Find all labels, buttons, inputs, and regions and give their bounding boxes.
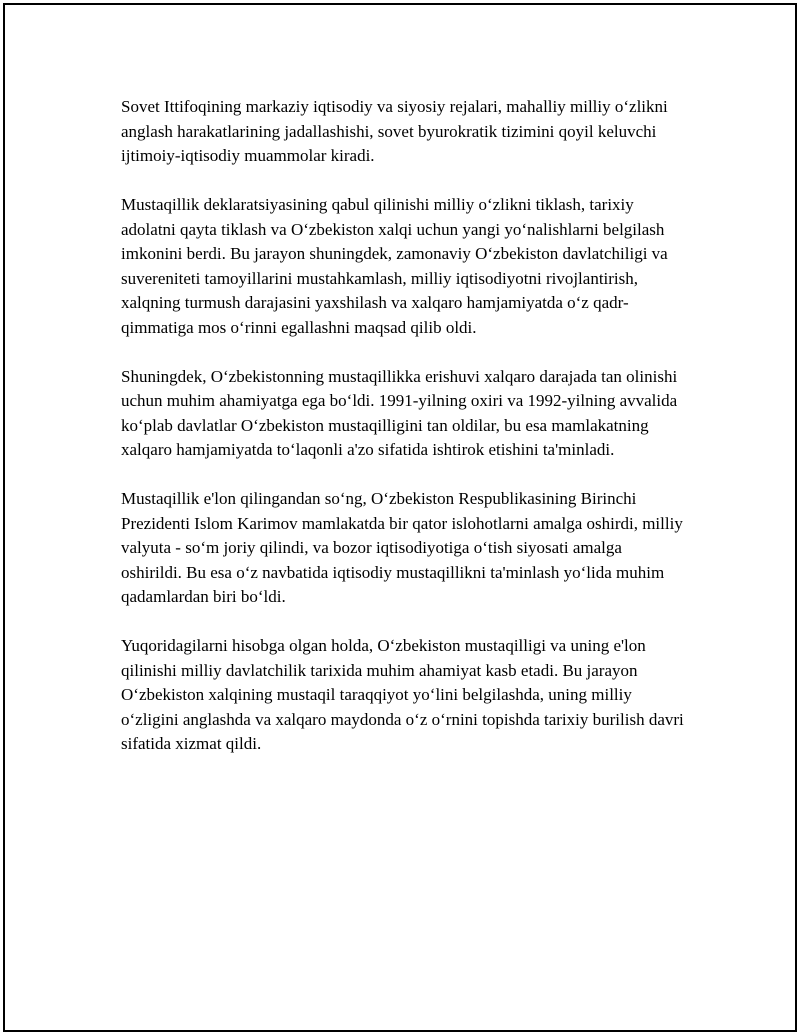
paragraph-1: Sovet Ittifoqining markaziy iqtisodiy va siyosiy rejalari, mahalliy milliy o‘zlikni anglash harakatlarining jadallashishi, sovet byurokratik tizimini qoyil keluvchi ijtimoiy-iqtisodiy muammolar kiradi.: [121, 97, 668, 165]
document-page: [3, 3, 797, 1032]
paragraph-4: Mustaqillik e'lon qilingandan so‘ng, O‘zbekiston Respublikasining Birinchi Prezidenti Islom Karimov mamlakatda bir qator islohotlarni amalga oshirdi, milliy valyuta - so‘m joriy qilindi, va bozor iqtisodiyotiga o‘tish siyosati amalga oshirildi. Bu esa o‘z navbatida iqtisodiy mustaqillikni ta'minlash yo‘lida muhim qadamlardan biri bo‘ldi.: [121, 489, 683, 606]
paragraph-2: Mustaqillik deklaratsiyasining qabul qilinishi milliy o‘zlikni tiklash, tarixiy adolatni qayta tiklash va O‘zbekiston xalqi uchun yangi yo‘nalishlarni belgilash imkonini berdi. Bu jarayon shuningdek, zamonaviy O‘zbekiston davlatchiligi va suvereniteti tamoyillarini mustahkamlash, milliy iqtisodiyotni rivojlantirish, xalqning turmush darajasini yaxshilash va xalqaro hamjamiyatda o‘z qadr-qimmatiga mos o‘rinni egallashni maqsad qilib oldi.: [121, 195, 668, 337]
paragraph-3: Shuningdek, O‘zbekistonning mustaqillikka erishuvi xalqaro darajada tan olinishi uchun muhim ahamiyatga ega bo‘ldi. 1991-yilning oxiri va 1992-yilning avvalida ko‘plab davlatlar O‘zbekiston mustaqilligini tan oldilar, bu esa mamlakatning xalqaro hamjamiyatda to‘laqonli a'zo sifatida ishtirok etishini ta'minladi.: [121, 366, 678, 459]
paragraph-5: Yuqoridagilarni hisobga olgan holda, O‘zbekiston mustaqilligi va uning e'lon qilinishi milliy davlatchilik tarixida muhim ahamiyat kasb etadi. Bu jarayon O‘zbekiston xalqining mustaqil taraqqiyot yo‘lini belgilashda, uning milliy o‘zligini anglashda va xalqaro maydonda o‘z o‘rnini topishda tarixiy burilish davri sifatida xizmat qildi.: [121, 636, 684, 753]
document-body: [121, 95, 686, 781]
